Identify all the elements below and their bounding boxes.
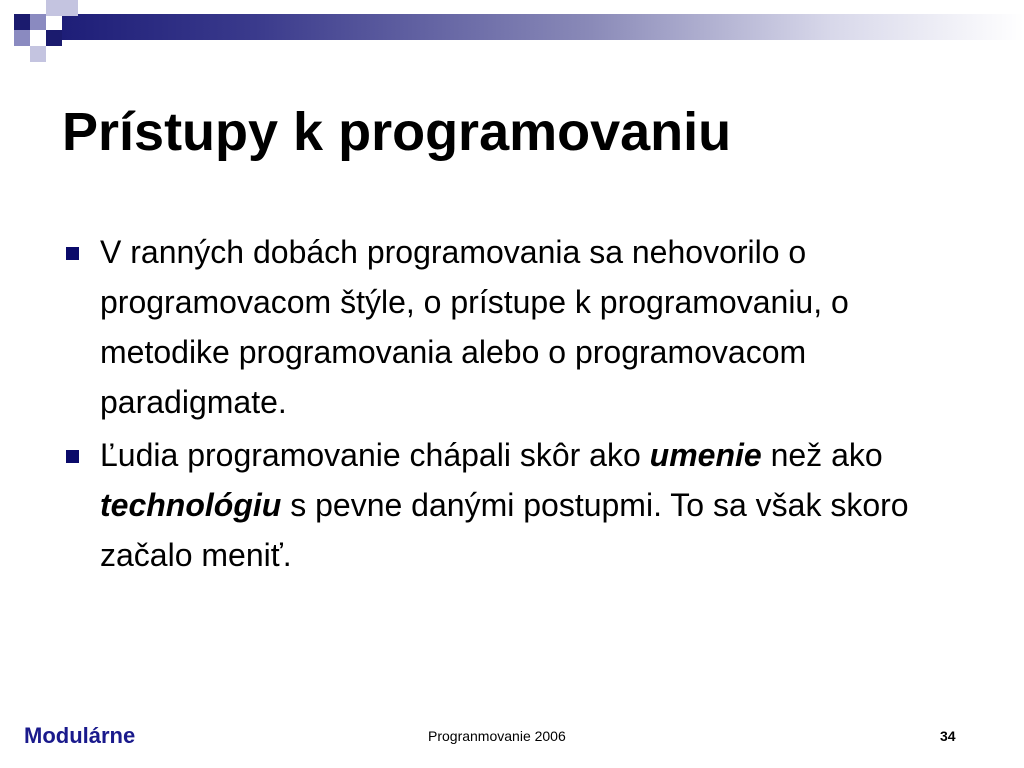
header-gradient-bar <box>62 14 1024 40</box>
decor-square <box>14 30 30 46</box>
bullet-square-icon <box>66 247 79 260</box>
decor-square <box>62 0 78 16</box>
bullet-list <box>62 227 972 583</box>
decor-square <box>46 30 62 46</box>
decor-square <box>30 46 46 62</box>
bullet-square-icon <box>66 450 79 463</box>
emphasized-word: technológiu <box>100 487 282 523</box>
emphasized-word: umenie <box>649 437 762 473</box>
bullet-text-end: s pevne danými postupmi. To sa však skoro začalo meniť. <box>100 487 909 573</box>
decor-square <box>14 14 30 30</box>
bullet-text-middle: než ako <box>761 437 883 473</box>
bullet-item <box>62 430 972 580</box>
footer-course-label: Progranmovanie 2006 <box>428 728 566 744</box>
footer-section-label: Modulárne <box>24 723 136 748</box>
bullet-text: V ranných dobách programovania sa nehovorilo o programovacom štýle, o prístupe k programovaniu, o metodike programovania alebo o programovacom paradigmate. <box>100 234 849 420</box>
bullet-text-start: Ľudia programovanie chápali skôr ako <box>100 437 650 473</box>
page-number: 34 <box>940 728 956 744</box>
decor-square <box>30 14 46 30</box>
bullet-item <box>62 227 972 427</box>
slide-title: Prístupy k programovaniu <box>62 102 732 162</box>
decor-square <box>46 0 62 16</box>
